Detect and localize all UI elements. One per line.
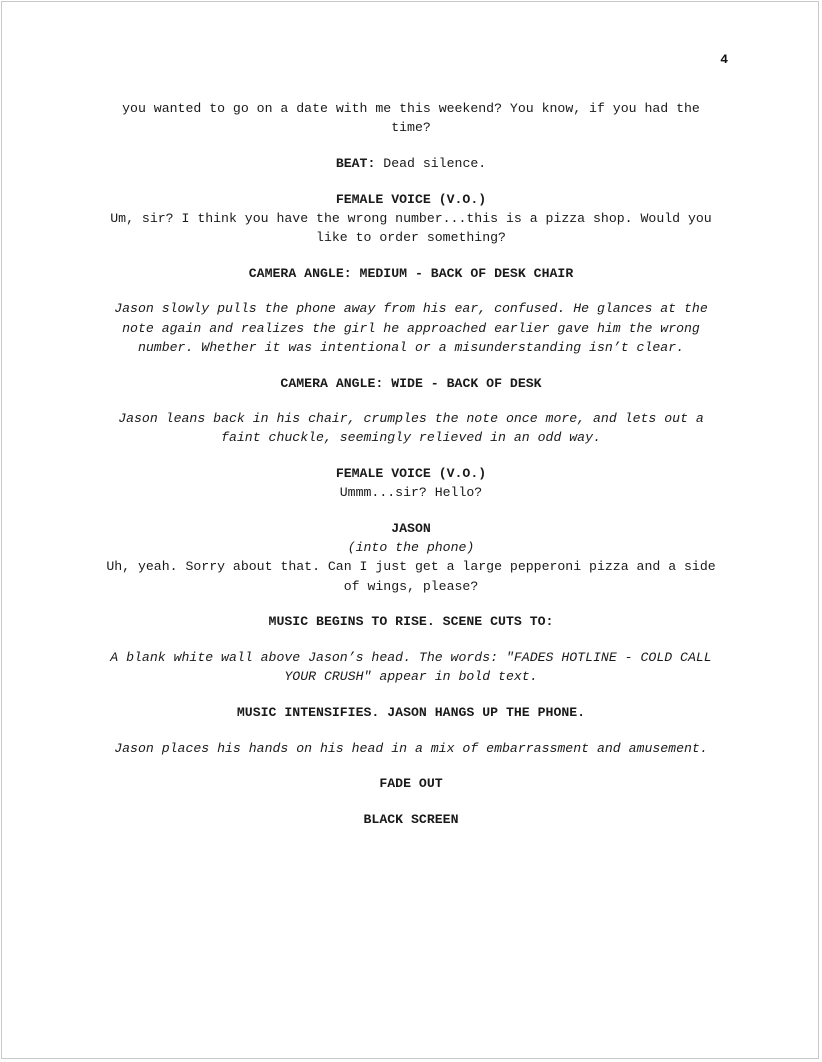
parenthetical: (into the phone) xyxy=(347,540,475,556)
action-line: Jason slowly pulls the phone away from his ear, confused. He glances at the note again and realizes the girl he approached earlier gave him the wrong number. Whether it was intentional or a misunderstanding isn’t clear. xyxy=(114,301,708,355)
beat-label: BEAT: xyxy=(335,155,376,171)
transition-line: BLACK SCREEN xyxy=(363,812,459,828)
transition-line: FADE OUT xyxy=(379,776,443,792)
action-line: Jason places his hands on his head in a mix of embarrassment and amusement. xyxy=(114,740,708,756)
dialogue-line: Um, sir? I think you have the wrong number...this is a pizza shop. Would you like to order something? xyxy=(110,210,712,246)
character-name: FEMALE VOICE (V.O.) xyxy=(335,466,487,482)
script-page xyxy=(1,1,819,1059)
shot-heading: CAMERA ANGLE: MEDIUM - BACK OF DESK CHAIR xyxy=(248,265,574,281)
page-number: 4 xyxy=(720,52,728,67)
transition-line: MUSIC INTENSIFIES. JASON HANGS UP THE PHONE. xyxy=(236,704,586,720)
transition-line: MUSIC BEGINS TO RISE. SCENE CUTS TO: xyxy=(268,614,554,630)
character-name: FEMALE VOICE (V.O.) xyxy=(335,191,487,207)
beat-text: Dead silence. xyxy=(375,155,487,171)
action-line: Jason leans back in his chair, crumples the note once more, and lets out a faint chuckle, seemingly relieved in an odd way. xyxy=(118,411,704,446)
shot-heading: CAMERA ANGLE: WIDE - BACK OF DESK xyxy=(280,375,542,391)
dialogue-line: you wanted to go on a date with me this weekend? You know, if you had the time? xyxy=(122,101,700,136)
dialogue-line: Ummm...sir? Hello? xyxy=(339,485,483,501)
dialogue-line: Uh, yeah. Sorry about that. Can I just get a large pepperoni pizza and a side of wings, please? xyxy=(106,559,716,594)
beat-line xyxy=(97,154,725,173)
action-line: A blank white wall above Jason’s head. The words: "FADES HOTLINE - COLD CALL YOUR CRUSH" appear in bold text. xyxy=(110,650,712,685)
character-name: JASON xyxy=(391,521,431,537)
script-body xyxy=(97,99,725,829)
